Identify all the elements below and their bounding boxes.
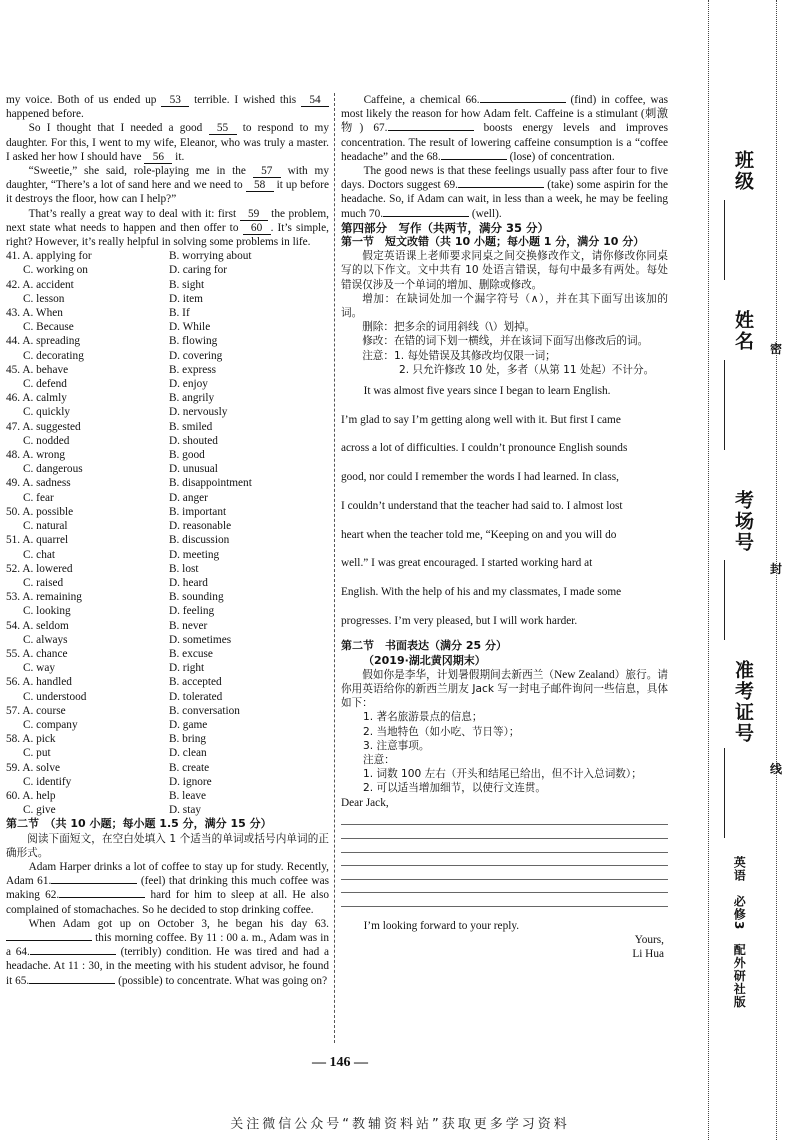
part4-section1-intro: 假定英语课上老师要求同桌之间交换修改作文，请你修改你同桌写的以下作文。文中共有 10 处语言错误，每句中最多有两处。每处错误仅涉及一个单词的增加、删除或修改。	[341, 250, 668, 291]
option-row	[6, 334, 329, 348]
option-d[interactable]: D. tolerated	[169, 690, 223, 703]
option-a[interactable]: 53. A. remaining	[6, 591, 82, 604]
option-d[interactable]: D. ignore	[169, 775, 212, 788]
option-row	[6, 292, 329, 306]
option-c[interactable]: C. nodded	[23, 434, 70, 447]
option-b[interactable]: B. excuse	[169, 647, 213, 660]
note-item: 2. 可以适当增加细节，以使行文连贯。	[363, 782, 546, 795]
option-row	[6, 448, 329, 462]
essay-line[interactable]: well.” I was great encouraged. I started working hard at	[341, 557, 593, 570]
section2-paragraph-2: When Adam got up on October 3, he began his day 63. this morning coffee. By 11 : 00 a. m., Adam was in a 64. (terribly) condition. He was tired and had a headache. At 11 : 30, in the meeting with his student advisor, he found it 65. (possible) to concentrate. What was going on?	[6, 917, 329, 987]
writing-line[interactable]	[341, 893, 668, 907]
part4-section1-title: 第一节 短文改错（共 10 小题；每小题 1 分，满分 10 分）	[341, 235, 645, 249]
option-row	[6, 377, 329, 391]
option-c[interactable]: C. always	[23, 633, 68, 646]
requirement-item: 1. 著名旅游景点的信息；	[363, 711, 483, 724]
writing-area[interactable]	[341, 812, 668, 907]
option-c[interactable]: C. defend	[23, 378, 67, 391]
option-row	[6, 675, 329, 689]
option-d[interactable]: D. shouted	[169, 434, 218, 447]
option-a[interactable]: 47. A. suggested	[6, 420, 81, 433]
essay-line[interactable]: I couldn’t understand that the teacher had said to. I almost lost	[341, 499, 623, 512]
blank-64[interactable]	[30, 954, 116, 955]
option-b[interactable]: B. conversation	[169, 704, 240, 717]
option-b[interactable]: B. leave	[169, 789, 207, 802]
option-a[interactable]: 48. A. wrong	[6, 449, 66, 462]
essay-line[interactable]: English. With the help of his and my classmates, I made some	[341, 585, 622, 598]
option-c[interactable]: C. company	[23, 718, 78, 731]
option-row	[6, 320, 329, 334]
blank-67[interactable]	[388, 130, 474, 131]
option-d[interactable]: D. unusual	[169, 463, 218, 476]
writing-line[interactable]	[341, 866, 668, 880]
option-row	[6, 491, 329, 505]
option-b[interactable]: B. sight	[169, 278, 205, 291]
seal-mark-xian: 线	[770, 762, 783, 776]
option-row	[6, 775, 329, 789]
section2-instruction: 阅读下面短文，在空白处填入 1 个适当的单词或括号内单词的正确形式。	[6, 832, 329, 859]
cloze-paragraph-1: my voice. Both of us ended up 53 terrible. I wished this 54 happened before.	[6, 93, 329, 121]
essay-line[interactable]: across a lot of difficulties. I couldn’t pronounce English sounds	[341, 442, 628, 455]
exam-room-label: 考场号	[732, 490, 754, 553]
option-row	[6, 505, 329, 519]
footer-banner: 关注微信公众号“教辅资料站”获取更多学习资料	[230, 1117, 570, 1132]
option-a[interactable]: 60. A. help	[6, 789, 56, 802]
left-column	[6, 93, 329, 988]
blank-63[interactable]	[6, 940, 92, 941]
part4-section1-add: 增加：在缺词处加一个漏字符号（∧），并在其下面写出该加的词。	[341, 292, 668, 320]
blank-61[interactable]	[51, 883, 137, 884]
option-row	[6, 633, 329, 647]
blank-69[interactable]	[458, 187, 544, 188]
option-a[interactable]: 43. A. When	[6, 307, 63, 320]
blank-55: 55	[209, 122, 237, 135]
binding-dotted-line	[708, 0, 709, 1140]
part4-title: 第四部分 写作（共两节，满分 35 分）	[341, 220, 550, 235]
option-d[interactable]: D. nervously	[169, 406, 228, 419]
option-row	[6, 519, 329, 533]
option-c[interactable]: C. put	[23, 747, 51, 760]
essay-line[interactable]: good, nor could I remember the words I had learned. In class,	[341, 471, 619, 484]
option-row	[6, 349, 329, 363]
option-row	[6, 604, 329, 618]
blank-59: 59	[240, 208, 268, 221]
option-b[interactable]: B. angrily	[169, 392, 215, 405]
option-row	[6, 704, 329, 718]
option-row	[6, 661, 329, 675]
option-a[interactable]: 55. A. chance	[6, 647, 68, 660]
section2-paragraph-4: The good news is that these feelings usually pass after four to five days. Doctors suggest 69. (take) some aspirin for the headache. So, if Adam can wait, in less than a week, he may be feeling much 70. (well).	[341, 165, 669, 220]
option-row	[6, 690, 329, 704]
option-d[interactable]: D. sometimes	[169, 633, 232, 646]
option-row	[6, 761, 329, 775]
option-row	[6, 590, 329, 604]
error-correction-essay	[341, 377, 668, 635]
cloze-paragraph-2: So I thought that I needed a good 55 to respond to my daughter. For this, I went to my wife, Eleanor, who was truly a master. I asked her how I should have 56 it.	[6, 122, 329, 163]
right-column	[341, 93, 668, 962]
option-row	[6, 405, 329, 419]
blank-62[interactable]	[59, 897, 145, 898]
writing-line[interactable]	[341, 839, 668, 853]
writing-line[interactable]	[341, 880, 668, 894]
option-c[interactable]: C. give	[23, 804, 56, 817]
option-c[interactable]: C. Because	[23, 321, 74, 334]
option-b[interactable]: B. worrying about	[169, 250, 252, 263]
cloze-paragraph-3: “Sweetie,” she said, role-playing me in the 57 with my daughter, “There’s a lot of sand here and we need to 58 it up before it destroys the floor, how can I help?”	[6, 165, 329, 206]
option-d[interactable]: D. reasonable	[169, 520, 232, 533]
option-row	[6, 746, 329, 760]
options-list	[6, 249, 329, 817]
option-row	[6, 718, 329, 732]
option-c[interactable]: C. natural	[23, 520, 68, 533]
seal-mark-feng: 封	[770, 562, 783, 576]
letter-sign-name: Li Hua	[632, 948, 664, 961]
option-a[interactable]: 51. A. quarrel	[6, 534, 69, 547]
part4-section1-delete: 删除：把多余的词用斜线（\）划掉。	[362, 321, 536, 334]
part4-section2-intro: 假如你是李华，计划暑假期间去新西兰（New Zealand）旅行。请你用英语给你的新西兰朋友 Jack 写一封电子邮件询问一些信息，具体如下：	[341, 668, 669, 710]
option-a[interactable]: 46. A. calmly	[6, 392, 67, 405]
option-b[interactable]: B. smiled	[169, 420, 213, 433]
note-label: 注意：	[363, 754, 395, 767]
part4-section1-note1: 注意：1. 每处错误及其修改均仅限一词；	[362, 349, 556, 362]
option-d[interactable]: D. meeting	[169, 548, 220, 561]
option-a[interactable]: 57. A. course	[6, 704, 66, 717]
option-b[interactable]: B. flowing	[169, 335, 218, 348]
essay-line[interactable]: I’m glad to say I’m getting along well with it. But first I came	[341, 413, 621, 426]
option-b[interactable]: B. If	[169, 307, 190, 320]
section2-paragraph-3: Caffeine, a chemical 66. (find) in coffee, was most likely the reason for how Adam felt. Caffeine is a stimulant (刺激物) 67. boosts energy levels and improves concentration. The result of lowering caffeine consumption is a “coffee headache” and the 68. (lose) of concentration.	[341, 94, 668, 163]
option-d[interactable]: D. stay	[169, 804, 202, 817]
option-a[interactable]: 58. A. pick	[6, 733, 56, 746]
option-c[interactable]: C. lesson	[23, 292, 65, 305]
class-field[interactable]	[724, 200, 725, 280]
option-d[interactable]: D. caring for	[169, 264, 228, 277]
essay-line[interactable]: heart when the teacher told me, “Keeping on and you will do	[341, 528, 617, 541]
name-label: 姓名	[732, 310, 754, 352]
option-row	[6, 647, 329, 661]
option-d[interactable]: D. anger	[169, 491, 208, 504]
option-c[interactable]: C. working on	[23, 264, 88, 277]
option-d[interactable]: D. While	[169, 321, 211, 334]
option-c[interactable]: C. looking	[23, 605, 71, 618]
part4-section2-source: （2019·湖北黄冈期末）	[363, 653, 486, 667]
seal-mark-mi: 密	[770, 342, 783, 356]
ticket-number-field[interactable]	[724, 748, 725, 838]
option-c[interactable]: C. quickly	[23, 406, 71, 419]
option-row	[6, 789, 329, 803]
blank-53: 53	[161, 94, 189, 107]
requirement-item: 3. 注意事项。	[363, 739, 430, 752]
option-a[interactable]: 52. A. lowered	[6, 562, 73, 575]
option-b[interactable]: B. good	[169, 449, 205, 462]
letter-sign-yours: Yours,	[634, 934, 664, 947]
option-b[interactable]: B. sounding	[169, 591, 224, 604]
writing-line[interactable]	[341, 812, 668, 826]
letter-greeting: Dear Jack,	[341, 796, 389, 809]
option-b[interactable]: B. express	[169, 363, 217, 376]
section2-paragraph-1: Adam Harper drinks a lot of coffee to stay up for study. Recently, Adam 61. (feel) that drinking this much coffee was making 62. hard for him to sleep at all. He also complained of stomachaches. So he decided to stop drinking coffee.	[6, 860, 329, 916]
part4-section1-note2: 2. 只允许修改 10 处，多者（从第 11 处起）不计分。	[399, 363, 655, 376]
option-row	[6, 420, 329, 434]
requirement-item: 2. 当地特色（如小吃、节日等）；	[363, 725, 520, 738]
option-row	[6, 391, 329, 405]
blank-68[interactable]	[441, 159, 507, 160]
option-row	[6, 562, 329, 576]
option-row	[6, 548, 329, 562]
option-d[interactable]: D. enjoy	[169, 378, 208, 391]
option-row	[6, 363, 329, 377]
option-d[interactable]: D. right	[169, 662, 205, 675]
binding-sidebar	[680, 0, 800, 1140]
cloze-paragraph-4: That’s really a great way to deal with it: first 59 the problem, next state what needs to happen and then offer to 60 . It’s simple, right? However, it’s really helpful in solving some problems in life.	[6, 207, 329, 249]
option-c[interactable]: C. raised	[23, 576, 64, 589]
option-a[interactable]: 50. A. possible	[6, 505, 74, 518]
essay-line[interactable]: progresses. I’m very pleased, but I will work harder.	[341, 614, 578, 627]
option-c[interactable]: C. chat	[23, 548, 55, 561]
option-d[interactable]: D. heard	[169, 576, 208, 589]
option-a[interactable]: 44. A. spreading	[6, 335, 81, 348]
option-b[interactable]: B. accepted	[169, 676, 222, 689]
section2-title: 第二节 （共 10 小题；每小题 1.5 分，满分 15 分）	[6, 817, 272, 831]
option-c[interactable]: C. way	[23, 662, 56, 675]
name-field[interactable]	[724, 360, 725, 450]
option-row	[6, 278, 329, 292]
option-c[interactable]: C. identify	[23, 775, 72, 788]
option-row	[6, 434, 329, 448]
ticket-number-label: 准考证号	[732, 660, 754, 744]
class-label: 班级	[732, 150, 754, 192]
option-d[interactable]: D. item	[169, 292, 203, 305]
option-c[interactable]: C. fear	[23, 491, 54, 504]
essay-line[interactable]: It was almost five years since I began to learn English.	[363, 385, 611, 398]
option-a[interactable]: 54. A. seldom	[6, 619, 69, 632]
option-row	[6, 476, 329, 490]
option-b[interactable]: B. discussion	[169, 534, 230, 547]
option-a[interactable]: 59. A. solve	[6, 761, 60, 774]
option-a[interactable]: 42. A. accident	[6, 278, 74, 291]
option-c[interactable]: C. decorating	[23, 349, 84, 362]
letter-closing: I’m looking forward to your reply.	[363, 919, 520, 932]
blank-56: 56	[144, 151, 172, 164]
option-row	[6, 263, 329, 277]
option-d[interactable]: D. clean	[169, 747, 207, 760]
blank-58: 58	[246, 179, 274, 192]
option-b[interactable]: B. bring	[169, 733, 207, 746]
blank-54: 54	[301, 94, 329, 107]
option-row	[6, 619, 329, 633]
option-b[interactable]: B. disappointment	[169, 477, 252, 490]
column-divider	[334, 93, 335, 1043]
blank-57: 57	[253, 165, 281, 178]
option-row	[6, 462, 329, 476]
blank-60: 60	[243, 222, 271, 235]
option-a[interactable]: 45. A. behave	[6, 363, 69, 376]
option-b[interactable]: B. lost	[169, 562, 199, 575]
page-number: — 146 —	[312, 1055, 368, 1070]
book-label: 英语 必修3 配外研社版	[732, 856, 747, 1009]
option-a[interactable]: 49. A. sadness	[6, 477, 71, 490]
blank-70[interactable]	[383, 216, 469, 217]
blank-66[interactable]	[480, 102, 566, 103]
option-row	[6, 576, 329, 590]
option-row	[6, 306, 329, 320]
option-row	[6, 732, 329, 746]
note-item: 1. 词数 100 左右（开头和结尾已给出，但不计入总词数）；	[363, 768, 642, 781]
writing-line[interactable]	[341, 825, 668, 839]
option-a[interactable]: 41. A. applying for	[6, 250, 92, 263]
writing-line[interactable]	[341, 853, 668, 867]
exam-room-field[interactable]	[724, 560, 725, 640]
option-b[interactable]: B. important	[169, 505, 227, 518]
option-c[interactable]: C. understood	[23, 690, 87, 703]
option-d[interactable]: D. game	[169, 718, 208, 731]
option-b[interactable]: B. never	[169, 619, 208, 632]
option-row	[6, 533, 329, 547]
option-row	[6, 249, 329, 263]
option-a[interactable]: 56. A. handled	[6, 676, 72, 689]
option-c[interactable]: C. dangerous	[23, 463, 83, 476]
option-b[interactable]: B. create	[169, 761, 210, 774]
option-row	[6, 803, 329, 817]
blank-65[interactable]	[29, 983, 115, 984]
option-d[interactable]: D. feeling	[169, 605, 215, 618]
part4-section1-modify: 修改：在错的词下划一横线，并在该词下面写出修改后的词。	[362, 335, 649, 348]
part4-section2-title: 第二节 书面表达（满分 25 分）	[341, 639, 507, 653]
option-d[interactable]: D. covering	[169, 349, 223, 362]
